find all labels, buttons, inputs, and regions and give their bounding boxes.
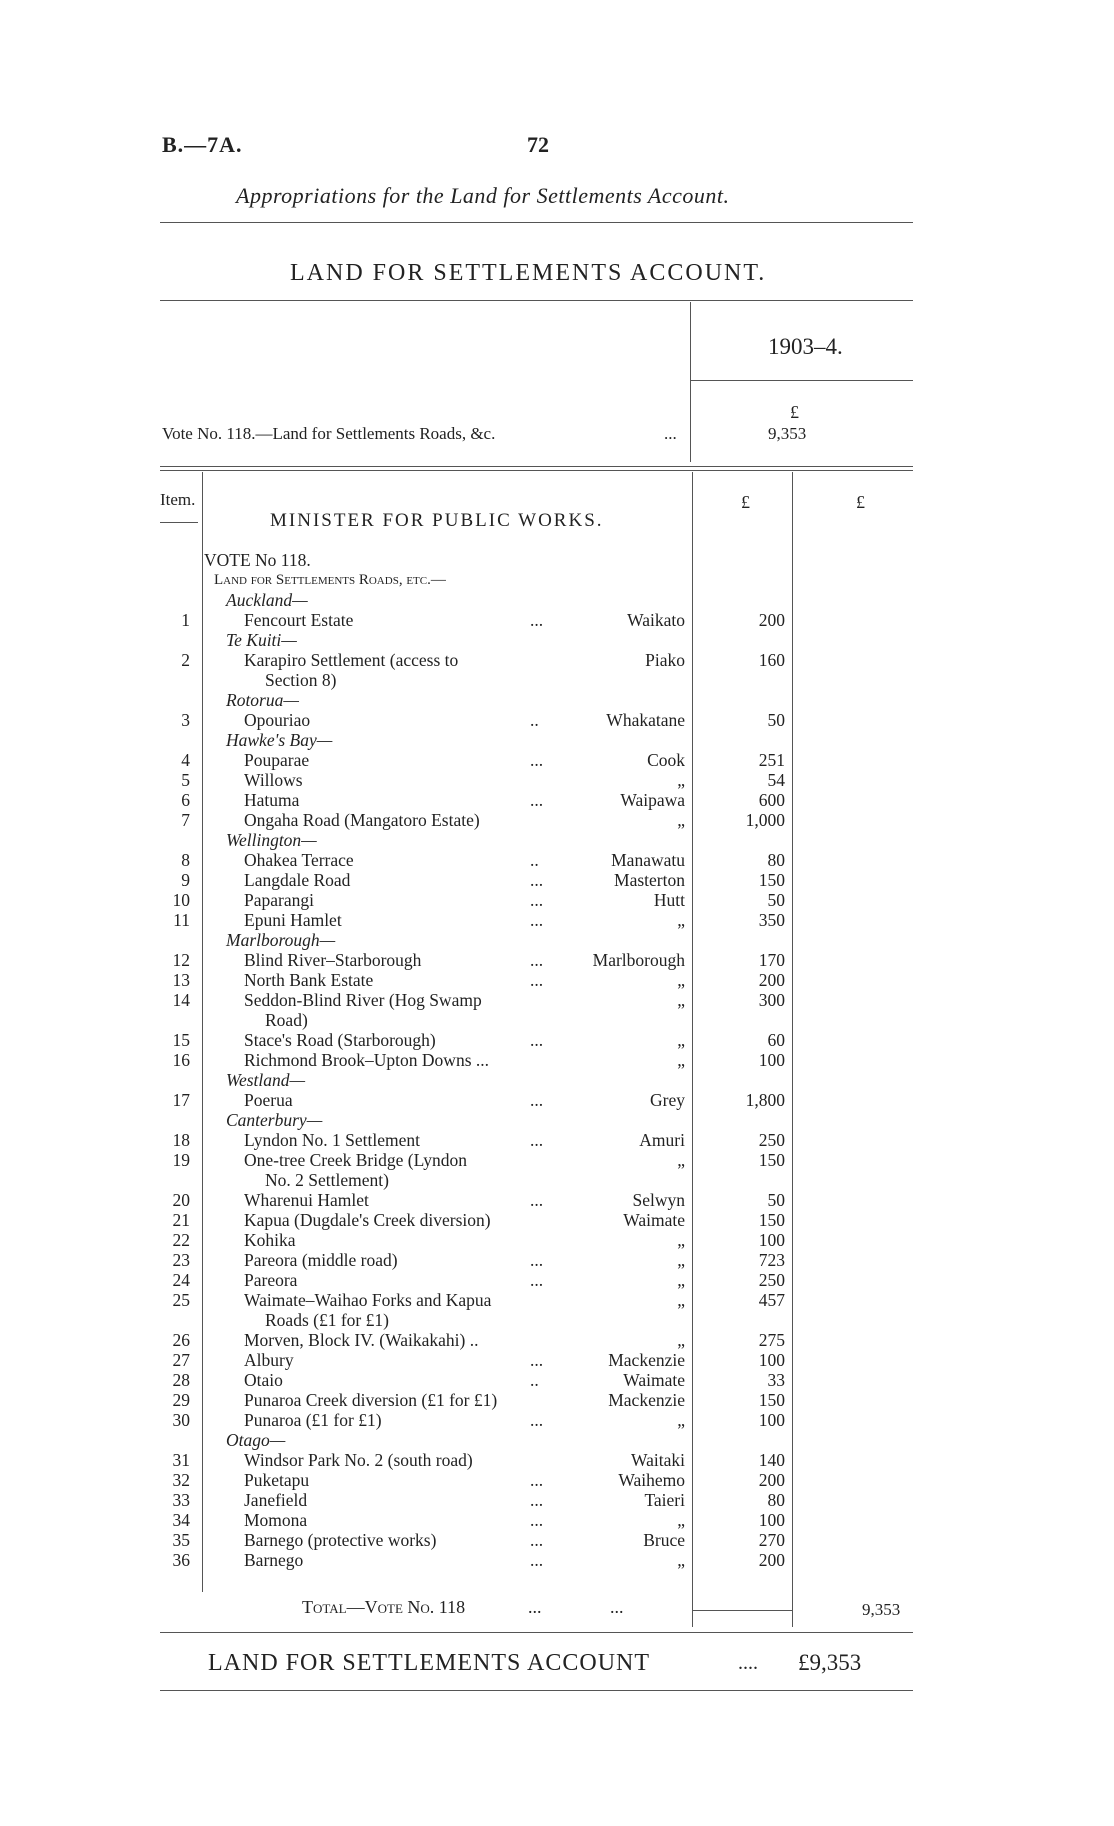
page-number: 72 [527,132,549,157]
work-name: Waimate–Waihao Forks and Kapua [244,1290,492,1310]
leader-dots: .... [738,1652,758,1674]
table-row [0,1070,1114,1090]
electoral-district: Waimate [623,1210,685,1230]
table-row [0,970,1114,990]
amount: 251 [758,750,785,770]
table-row [0,1290,1114,1310]
item-number: 28 [172,1370,190,1390]
electoral-district: Waitaki [631,1450,685,1470]
electoral-district: „ [677,910,685,930]
amount: 250 [758,1270,785,1290]
electoral-district: „ [677,1150,685,1170]
amount: 50 [767,890,785,910]
district-heading: Marlborough— [226,930,336,950]
amount: 150 [758,1210,785,1230]
work-name: Seddon-Blind River (Hog Swamp [244,990,482,1010]
table-row [0,1510,1114,1530]
item-number: 16 [172,1050,190,1070]
table-row [0,1090,1114,1110]
vote-summary-label: Vote No. 118.—Land for Settlements Roads, &c. [162,424,496,443]
table-row [0,650,1114,670]
leader-dots: ... [530,750,544,770]
work-name: Karapiro Settlement (access to [244,650,459,670]
item-number: 22 [172,1230,190,1250]
item-number: 30 [172,1410,190,1430]
work-name: Pouparae [244,750,310,770]
electoral-district: Selwyn [632,1190,685,1210]
leader-dots: ... [610,1597,624,1617]
item-number: 24 [172,1270,190,1290]
work-name: Janefield [244,1490,308,1510]
work-name: Section 8) [265,670,337,690]
leader-dots: ... [530,1550,544,1570]
electoral-district: Mackenzie [608,1390,685,1410]
item-number: 10 [172,890,190,910]
electoral-district: Mackenzie [608,1350,685,1370]
electoral-district: Marlborough [592,950,685,970]
item-number: 17 [172,1090,190,1110]
amount: 50 [767,1190,785,1210]
leader-dots: ... [530,1530,544,1550]
table-row [0,890,1114,910]
table-row [0,870,1114,890]
electoral-district: Hutt [653,890,685,910]
work-name: Barnego (protective works) [244,1530,437,1550]
currency-symbol: £ [856,492,865,512]
table-row [0,1230,1114,1250]
table-row [0,730,1114,750]
electoral-district: Waikato [627,610,685,630]
electoral-district: „ [677,770,685,790]
table-row [0,1010,1114,1030]
leader-dots: ... [530,1410,544,1430]
table-row [0,590,1114,610]
work-name: Land for Settlements Roads, etc.— [214,572,446,588]
amount: 100 [758,1350,785,1370]
work-name: VOTE No 118. [204,550,311,570]
amount: 200 [758,970,785,990]
amount: 160 [758,650,785,670]
work-name: Poerua [244,1090,293,1110]
table-row [0,610,1114,630]
document-reference: B.—7A. [162,132,243,157]
table-row [0,1350,1114,1370]
table-row [0,710,1114,730]
divider [690,380,913,381]
table-row [0,810,1114,830]
work-name: Morven, Block IV. (Waikakahi) .. [244,1330,479,1350]
currency-symbol: £ [741,492,750,512]
amount: 150 [758,1390,785,1410]
electoral-district: „ [677,1230,685,1250]
item-number: 31 [172,1450,190,1470]
amount: 100 [758,1230,785,1250]
work-name: Fencourt Estate [244,610,354,630]
amount: 1,000 [745,810,785,830]
item-number: 21 [172,1210,190,1230]
item-number: 23 [172,1250,190,1270]
table-row [0,1310,1114,1330]
amount: 50 [767,710,785,730]
leader-dots: ... [530,1030,544,1050]
electoral-district: „ [677,1550,685,1570]
divider [160,300,913,301]
electoral-district: Waipawa [620,790,685,810]
amount: 60 [767,1030,785,1050]
amount: 200 [758,1550,785,1570]
total-label-text: Total—Vote No. 118 [302,1597,466,1617]
work-name: Ongaha Road (Mangatoro Estate) [244,810,480,830]
work-name: Punaroa (£1 for £1) [244,1410,382,1430]
work-name: Albury [244,1350,294,1370]
total-label [302,1597,465,1618]
table-row [0,1110,1114,1130]
work-name: Kapua (Dugdale's Creek diversion) [244,1210,491,1230]
electoral-district: Bruce [643,1530,685,1550]
electoral-district: „ [677,810,685,830]
table-row [0,550,1114,570]
table-row [0,1050,1114,1070]
work-name: Barnego [244,1550,304,1570]
table-row [0,1550,1114,1570]
item-number: 20 [172,1190,190,1210]
electoral-district: Amuri [639,1130,685,1150]
work-name: Langdale Road [244,870,351,890]
work-name: Lyndon No. 1 Settlement [244,1130,420,1150]
electoral-district: „ [677,1410,685,1430]
electoral-district: „ [677,1290,685,1310]
year-heading: 1903–4. [768,334,843,359]
leader-dots: ... [530,1190,544,1210]
table-row [0,1390,1114,1410]
divider [160,470,913,471]
leader-dots: ... [530,870,544,890]
ministry-heading: MINISTER FOR PUBLIC WORKS. [270,510,604,531]
item-number: 36 [172,1550,190,1570]
item-number: 6 [181,790,190,810]
table-row [0,1370,1114,1390]
table-row [0,1530,1114,1550]
item-number: 14 [172,990,190,1010]
amount: 80 [767,1490,785,1510]
work-name: Otaio [244,1370,283,1390]
electoral-district: Waimate [623,1370,685,1390]
work-name: One-tree Creek Bridge (Lyndon [244,1150,468,1170]
electoral-district: „ [677,1330,685,1350]
district-heading: Hawke's Bay— [226,730,333,750]
table-row [0,1250,1114,1270]
table-row [0,1030,1114,1050]
table-row [0,1150,1114,1170]
page-title: LAND FOR SETTLEMENTS ACCOUNT. [290,260,767,286]
work-name: Blind River–Starborough [244,950,422,970]
electoral-district: „ [677,970,685,990]
vote-summary-amount: 9,353 [768,424,807,443]
item-number: 18 [172,1130,190,1150]
item-number: 4 [181,750,190,770]
leader-dots: ... [530,910,544,930]
divider [160,222,913,223]
district-heading: Canterbury— [226,1110,323,1130]
amount: 33 [767,1370,785,1390]
district-heading: Auckland— [226,590,308,610]
amount: 80 [767,850,785,870]
work-name: Willows [244,770,303,790]
leader-dots: ... [530,1270,544,1290]
amount: 200 [758,1470,785,1490]
table-row [0,1210,1114,1230]
item-number: 25 [172,1290,190,1310]
leader-dots: .. [530,850,539,870]
item-number: 27 [172,1350,190,1370]
amount: 100 [758,1410,785,1430]
leader-dots: ... [530,890,544,910]
work-name: Epuni Hamlet [244,910,342,930]
amount: 723 [758,1250,785,1270]
item-number: 13 [172,970,190,990]
amount: 300 [758,990,785,1010]
amount: 250 [758,1130,785,1150]
amount: 54 [767,770,785,790]
work-name: Pareora [244,1270,298,1290]
work-name: Roads (£1 for £1) [265,1310,389,1330]
table-row [0,1270,1114,1290]
leader-dots: .. [530,1370,539,1390]
electoral-district: „ [677,1510,685,1530]
footer-label: LAND FOR SETTLEMENTS ACCOUNT [208,1650,651,1676]
divider [160,466,913,467]
table-row [0,850,1114,870]
table-row [0,690,1114,710]
item-number: 15 [172,1030,190,1050]
amount: 270 [758,1530,785,1550]
table-row [0,790,1114,810]
page-subtitle: Appropriations for the Land for Settlements Account. [236,183,730,208]
item-number: 26 [172,1330,190,1350]
electoral-district: Cook [647,750,685,770]
district-heading: Te Kuiti— [226,630,297,650]
amount: 457 [758,1290,785,1310]
table-row [0,1470,1114,1490]
amount: 350 [758,910,785,930]
amount: 1,800 [745,1090,785,1110]
amount: 150 [758,870,785,890]
work-name: Windsor Park No. 2 (south road) [244,1450,473,1470]
table-row [0,630,1114,650]
item-number: 9 [181,870,190,890]
work-name: Hatuma [244,790,300,810]
total-amount: 9,353 [862,1600,901,1619]
amount: 200 [758,610,785,630]
divider [160,1690,913,1691]
table-row [0,1330,1114,1350]
table-row [0,1430,1114,1450]
divider [160,1632,913,1633]
amount: 600 [758,790,785,810]
district-heading: Wellington— [226,830,317,850]
item-number: 5 [181,770,190,790]
item-number: 8 [181,850,190,870]
electoral-district: „ [677,1030,685,1050]
work-name: Pareora (middle road) [244,1250,398,1270]
item-number: 32 [172,1470,190,1490]
leader-dots: ... [530,1250,544,1270]
table-row [0,950,1114,970]
amount: 140 [758,1450,785,1470]
leader-dots: ... [530,950,544,970]
work-name: North Bank Estate [244,970,374,990]
district-heading: Westland— [226,1070,306,1090]
item-number: 33 [172,1490,190,1510]
table-row [0,770,1114,790]
amount: 170 [758,950,785,970]
electoral-district: „ [677,1270,685,1290]
electoral-district: Piako [645,650,685,670]
table-row [0,990,1114,1010]
table-row [0,1490,1114,1510]
table-row [0,910,1114,930]
column-rule [690,302,691,462]
leader-dots: ... [530,610,544,630]
electoral-district: „ [677,1250,685,1270]
item-number: 19 [172,1150,190,1170]
electoral-district: Waihemo [618,1470,685,1490]
leader-dots: ... [530,1090,544,1110]
leader-dots: ... [530,1130,544,1150]
electoral-district: Whakatane [606,710,685,730]
item-number: 29 [172,1390,190,1410]
item-number: 11 [173,910,190,930]
electoral-district: Masterton [614,870,685,890]
table-row [0,1170,1114,1190]
table-row [0,830,1114,850]
electoral-district: „ [677,990,685,1010]
item-number: 3 [181,710,190,730]
footer-amount: £9,353 [798,1650,862,1675]
amount: 100 [758,1510,785,1530]
divider [692,1610,792,1611]
work-name: Punaroa Creek diversion (£1 for £1) [244,1390,498,1410]
amount: 275 [758,1330,785,1350]
table-row [0,1190,1114,1210]
work-name: Puketapu [244,1470,310,1490]
table-row [0,930,1114,950]
leader-dots: .. [530,710,539,730]
amount: 100 [758,1050,785,1070]
leader-dots: ... [530,1490,544,1510]
table-row [0,670,1114,690]
item-number: 1 [181,610,190,630]
electoral-district: Taieri [644,1490,685,1510]
work-name: No. 2 Settlement) [265,1170,389,1190]
currency-symbol: £ [790,402,799,422]
item-number: 34 [172,1510,190,1530]
work-name: Richmond Brook–Upton Downs ... [244,1050,489,1070]
leader-dots: ... [664,424,677,443]
electoral-district: Manawatu [611,850,685,870]
divider [160,522,198,523]
work-name: Ohakea Terrace [244,850,354,870]
item-number: 35 [172,1530,190,1550]
work-name: Wharenui Hamlet [244,1190,369,1210]
table-row [0,1450,1114,1470]
item-number: 12 [172,950,190,970]
leader-dots: ... [528,1597,542,1617]
table-row [0,1130,1114,1150]
work-name: Opouriao [244,710,311,730]
work-name: Road) [265,1010,308,1030]
work-name: Momona [244,1510,308,1530]
district-heading: Otago— [226,1430,286,1450]
leader-dots: ... [530,1470,544,1490]
leader-dots: ... [530,1350,544,1370]
electoral-district: Grey [650,1090,685,1110]
work-name: Stace's Road (Starborough) [244,1030,436,1050]
leader-dots: ... [530,970,544,990]
item-number: 7 [181,810,190,830]
leader-dots: ... [530,790,544,810]
table-row [0,570,1114,590]
item-number: 2 [181,650,190,670]
leader-dots: ... [530,1510,544,1530]
district-heading: Rotorua— [226,690,299,710]
electoral-district: „ [677,1050,685,1070]
table-row [0,750,1114,770]
amount: 150 [758,1150,785,1170]
item-column-header: Item. [160,490,196,509]
work-name: Kohika [244,1230,296,1250]
appropriations-table [0,550,1114,1570]
table-row [0,1410,1114,1430]
work-name: Paparangi [244,890,314,910]
